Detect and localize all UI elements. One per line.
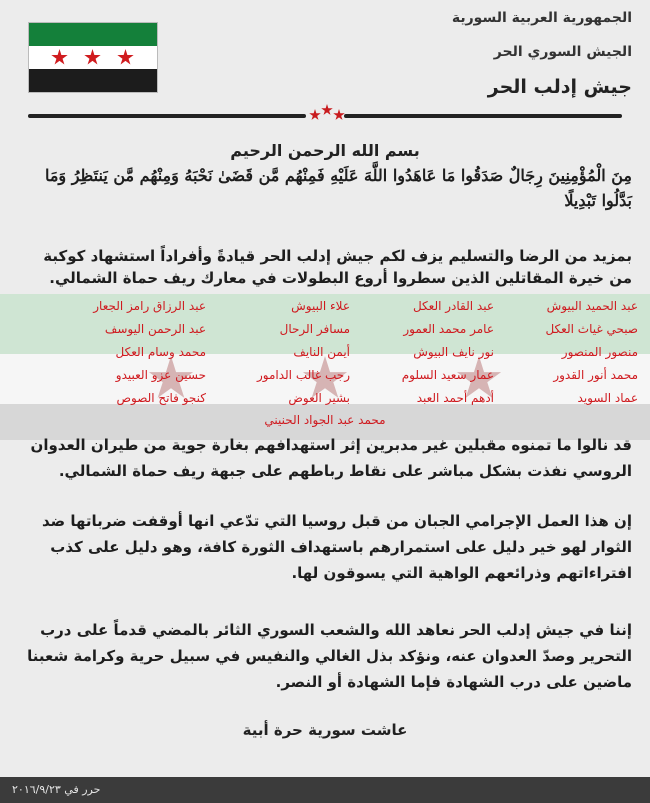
basmala: بسم الله الرحمن الرحيم [230,141,420,160]
martyr-name: رجب غالب الدامور [256,368,350,382]
martyr-name: عبد القادر العكل [412,299,494,313]
martyr-name: محمد أنور القدور [553,368,638,382]
martyr-name: نور نايف البيوش [413,345,494,359]
condemnation-paragraph: إن هذا العمل الإجرامي الجبان من قبل روسيا التي تدّعي انها أوقفت ضرباتها ضد الثوار لهو خير دليل على استمرارهم باستهداف الثورة كافة، وهو دليل على كذب افتراءاتهم وذرائعهم الواهية التي يسوقون لها. [42,512,632,582]
divider-line [344,114,622,118]
martyr-name: عماد السويد [577,391,638,405]
footer-bar [0,777,650,803]
martyr-name: أدهم أحمد العبد [416,391,494,405]
flag-star-icon [84,49,101,66]
divider-star-icon [309,109,321,121]
martyr-name: حسين عزو العبيدو [115,368,206,382]
quran-verse: مِنَ الْمُؤْمِنِينَ رِجَالٌ صَدَقُوا مَا عَاهَدُوا اللَّهَ عَلَيْهِ فَمِنْهُم مَّن قَضَىٰ نَحْبَهُ وَمِنْهُم مَّن يَنتَظِرُ وَمَا بَدَّلُوا تَبْدِيلًا [44,166,632,210]
flag-star-icon [51,49,68,66]
martyr-name: محمد وسام العكل [115,345,206,359]
martyr-name: عبد الرزاق رامز الجعار [93,299,206,313]
attack-paragraph: قد نالوا ما تمنوه مقبلين غير مدبرين إثر استهدافهم بغارة جوية من طيران العدوان الروسي نفذت بشكل مباشر على نقاط رباطهم على جبهة ريف حماة الشمالي. [30,436,632,480]
announcement-paragraph: بمزيد من الرضا والتسليم يزف لكم جيش إدلب الحر قيادةً وأفراداً استشهاد كوكبة من خيرة المقاتلين الذين سطروا أروع البطولات في معارك ريف حماة الشمالي. [43,247,632,287]
divider-star-icon [321,104,333,116]
martyr-name: كنجو فاتح الصوص [116,391,206,405]
martyr-name: عمار سعيد السلوم [401,368,494,382]
martyr-name: صبحي غياث العكل [545,322,638,336]
pledge-paragraph: إننا في جيش إدلب الحر نعاهد الله والشعب السوري الثائر بالمضي قدماً على درب التحرير وصدّ العدوان عنه، ونؤكد بذل الغالي والنفيس في سبيل حرية وكرامة شعبنا ماضين على درب الشهادة فإما الشهادة أو النصر. [27,621,632,691]
divider-line [28,114,306,118]
martyrs-names-grid [24,296,638,409]
martyr-name: عبد الحميد البيوش [546,299,638,313]
syrian-revolution-flag-icon [28,22,158,93]
martyr-name: منصور المنصور [561,345,638,359]
header-brigade: جيش إدلب الحر [487,76,632,98]
martyr-name: عامر محمد العمور [403,322,494,336]
closing-slogan: عاشت سورية حرة أبية [242,721,408,739]
martyr-name: علاء البيوش [291,299,350,313]
martyr-name: محمد عبد الجواد الحنيني [264,413,386,427]
martyr-name: عبد الرحمن اليوسف [104,322,206,336]
header-army: الجيش السوري الحر [493,44,632,60]
martyr-name: مسافر الرحال [279,322,350,336]
martyr-name: بشير العوض [288,391,350,405]
martyr-name: أيمن النايف [293,345,350,359]
issue-date: حرر في ٢٠١٦/٩/٢٣ [12,783,101,796]
flag-star-icon [117,49,134,66]
header-country: الجمهورية العربية السورية [451,10,632,26]
